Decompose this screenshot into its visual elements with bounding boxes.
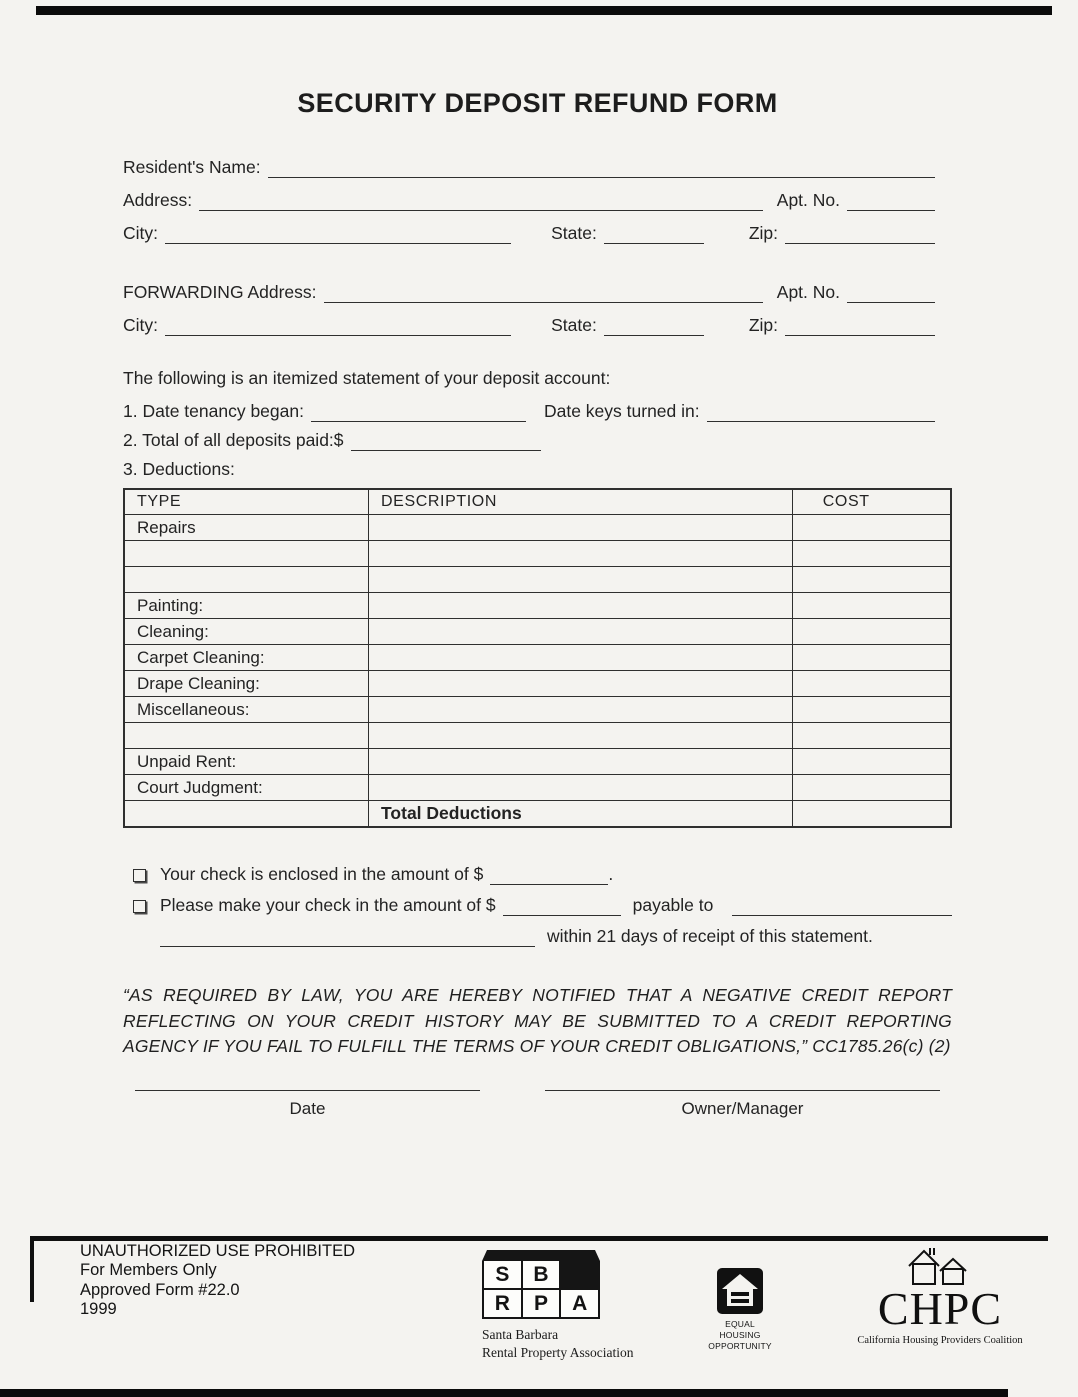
- forwarding-zip-label: Zip:: [748, 315, 778, 335]
- deduction-type-cell: Court Judgment:: [124, 775, 369, 801]
- forwarding-city-label: City:: [123, 315, 158, 335]
- forwarding-city-field[interactable]: [165, 316, 511, 336]
- deductions-table: [123, 488, 952, 828]
- deduction-description-cell[interactable]: [369, 567, 793, 593]
- legal-notice: “AS REQUIRED BY LAW, YOU ARE HEREBY NOTIFIED THAT A NEGATIVE CREDIT REPORT REFLECTING ON YOUR CREDIT HISTORY MAY BE SUBMITTED TO A CREDIT REPORTING AGENCY IF YOU FAIL TO FULFILL THE TERMS OF YOUR CREDIT OBLIGATIONS,” CC1785.26(c) (2): [123, 985, 952, 1057]
- sbrpa-letter: S: [484, 1261, 523, 1288]
- deduction-type-cell: [124, 541, 369, 567]
- form-content: [123, 0, 952, 1119]
- deduction-cost-cell[interactable]: [792, 515, 951, 541]
- sbrpa-letter: A: [572, 1292, 588, 1316]
- table-header-row: [124, 489, 951, 515]
- table-row: [124, 723, 951, 749]
- deductions-heading: 3. Deductions:: [123, 459, 235, 479]
- owner-signature-label: Owner/Manager: [681, 1099, 804, 1119]
- forwarding-zip-field[interactable]: [785, 316, 935, 336]
- deduction-description-cell[interactable]: [369, 749, 793, 775]
- address-field[interactable]: [199, 191, 763, 211]
- sbrpa-letter-row: [482, 1290, 600, 1319]
- table-row: [124, 541, 951, 567]
- deduction-type-cell: Drape Cleaning:: [124, 671, 369, 697]
- city-label: City:: [123, 223, 158, 243]
- signature-section: [135, 1090, 952, 1119]
- within-21-days-row: [123, 926, 952, 947]
- sbrpa-letter: R: [484, 1290, 523, 1317]
- sbrpa-caption-line1: Santa Barbara: [482, 1327, 559, 1343]
- footer-notice-line3: Approved Form #22.0: [80, 1280, 240, 1299]
- deduction-cost-cell[interactable]: [792, 775, 951, 801]
- total-deductions-empty-cell: [124, 801, 369, 828]
- equal-housing-icon: [717, 1268, 763, 1314]
- sbrpa-letter-row: [482, 1261, 600, 1290]
- deduction-description-cell[interactable]: [369, 619, 793, 645]
- check-enclosed-label: Your check is enclosed in the amount of $: [160, 864, 484, 884]
- resident-name-label: Resident's Name:: [123, 157, 261, 177]
- zip-field[interactable]: [785, 224, 935, 244]
- address-label: Address:: [123, 190, 193, 210]
- date-keys-turned-in-label: Date keys turned in:: [543, 401, 700, 421]
- city-field[interactable]: [165, 224, 511, 244]
- deduction-description-cell[interactable]: [369, 697, 793, 723]
- total-deposits-field[interactable]: [351, 431, 541, 451]
- forwarding-state-label: State:: [551, 315, 597, 335]
- date-tenancy-began-label: 1. Date tenancy began:: [123, 401, 304, 421]
- forwarding-address-field[interactable]: [324, 283, 763, 303]
- deduction-type-cell: Cleaning:: [124, 619, 369, 645]
- date-signature-label: Date: [289, 1099, 326, 1119]
- scan-edge-bottom: [0, 1389, 1008, 1397]
- deduction-cost-cell[interactable]: [792, 619, 951, 645]
- check-enclosed-amount-field[interactable]: [490, 865, 608, 885]
- apt-field[interactable]: [847, 191, 935, 211]
- footer-notice-line1: UNAUTHORIZED USE PROHIBITED: [80, 1242, 356, 1260]
- chpc-logo: [845, 1244, 1035, 1346]
- footer-notice-line2: For Members Only: [80, 1261, 217, 1280]
- chpc-acronym: CHPC: [877, 1283, 1003, 1334]
- payable-to-continued-field[interactable]: [160, 927, 535, 947]
- form-fields: [123, 157, 935, 480]
- sbrpa-roof-icon: [482, 1250, 600, 1261]
- make-check-row: [123, 895, 952, 916]
- form-title: SECURITY DEPOSIT REFUND FORM: [297, 88, 778, 118]
- checkbox-icon[interactable]: [133, 900, 146, 913]
- total-deposits-label: 2. Total of all deposits paid:$: [123, 430, 344, 450]
- deduction-type-cell: [124, 723, 369, 749]
- col-header-description: DESCRIPTION: [369, 489, 793, 515]
- equal-housing-caption-line2: OPPORTUNITY: [708, 1341, 772, 1352]
- make-check-amount-field[interactable]: [503, 896, 621, 916]
- deduction-description-cell[interactable]: [369, 645, 793, 671]
- deduction-description-cell[interactable]: [369, 541, 793, 567]
- col-header-cost: COST: [792, 489, 951, 515]
- within-21-days-label: within 21 days of receipt of this statement.: [547, 926, 873, 946]
- deduction-cost-cell[interactable]: [792, 645, 951, 671]
- table-row: [124, 567, 951, 593]
- table-row: [124, 645, 951, 671]
- deduction-cost-cell[interactable]: [792, 541, 951, 567]
- payable-to-field[interactable]: [732, 896, 952, 916]
- deduction-description-cell[interactable]: [369, 723, 793, 749]
- deduction-cost-cell[interactable]: [792, 749, 951, 775]
- deduction-type-cell: Carpet Cleaning:: [124, 645, 369, 671]
- total-deductions-cost-cell[interactable]: [792, 801, 951, 828]
- deduction-cost-cell[interactable]: [792, 723, 951, 749]
- apt-label: Apt. No.: [776, 190, 840, 210]
- footer-notice-block: [80, 1242, 355, 1319]
- deductions-heading-row: [123, 459, 935, 480]
- deduction-description-cell[interactable]: [369, 671, 793, 697]
- address-row: [123, 190, 935, 211]
- owner-signature-line[interactable]: [545, 1090, 940, 1091]
- deduction-cost-cell[interactable]: [792, 671, 951, 697]
- forwarding-city-state-zip-row: [123, 315, 935, 336]
- date-signature-line[interactable]: [135, 1090, 480, 1091]
- forwarding-address-row: [123, 282, 935, 303]
- table-row: [124, 593, 951, 619]
- chpc-houses-icon: [903, 1244, 977, 1288]
- check-enclosed-row: [123, 864, 952, 885]
- sbrpa-caption-line2: Rental Property Association: [482, 1345, 634, 1361]
- table-row: [124, 775, 951, 801]
- date-keys-turned-in-field[interactable]: [707, 402, 935, 422]
- payable-to-label: payable to: [632, 895, 714, 915]
- equal-housing-caption-line1: EQUAL HOUSING: [719, 1319, 761, 1341]
- deduction-description-cell[interactable]: [369, 593, 793, 619]
- sbrpa-letter: P: [523, 1290, 562, 1317]
- sbrpa-letter: B: [523, 1261, 562, 1288]
- col-header-type: TYPE: [124, 489, 369, 515]
- tenancy-dates-row: [123, 401, 935, 422]
- checkbox-icon[interactable]: [133, 869, 146, 882]
- date-tenancy-began-field[interactable]: [311, 402, 526, 422]
- total-deductions-label: Total Deductions: [369, 801, 793, 828]
- deduction-description-cell[interactable]: [369, 775, 793, 801]
- deduction-type-cell: [124, 567, 369, 593]
- check-enclosed-period: .: [608, 864, 614, 884]
- deduction-cost-cell[interactable]: [792, 567, 951, 593]
- deduction-type-cell: Miscellaneous:: [124, 697, 369, 723]
- resident-name-row: [123, 157, 935, 178]
- total-deposits-row: [123, 430, 935, 451]
- deduction-cost-cell[interactable]: [792, 697, 951, 723]
- sbrpa-roof-block-icon: [561, 1261, 598, 1288]
- deduction-type-cell: Repairs: [124, 515, 369, 541]
- state-field[interactable]: [604, 224, 704, 244]
- deduction-cost-cell[interactable]: [792, 593, 951, 619]
- equal-housing-logo: [705, 1268, 775, 1352]
- table-row: [124, 515, 951, 541]
- chpc-caption: California Housing Providers Coalition: [857, 1335, 1023, 1346]
- forwarding-state-field[interactable]: [604, 316, 704, 336]
- deduction-type-cell: Unpaid Rent:: [124, 749, 369, 775]
- city-state-zip-row: [123, 223, 935, 244]
- forwarding-apt-label: Apt. No.: [776, 282, 840, 302]
- table-row: [124, 697, 951, 723]
- deduction-type-cell: Painting:: [124, 593, 369, 619]
- table-row: [124, 619, 951, 645]
- footer-divider: [30, 1236, 1048, 1241]
- owner-signature-block: [545, 1090, 940, 1119]
- date-signature-block: [135, 1090, 480, 1119]
- footer-divider-tick: [30, 1236, 34, 1302]
- resident-name-field[interactable]: [268, 158, 935, 178]
- table-row: [124, 749, 951, 775]
- deduction-description-cell[interactable]: [369, 515, 793, 541]
- make-check-label: Please make your check in the amount of $: [160, 895, 496, 915]
- table-row: [124, 671, 951, 697]
- zip-label: Zip:: [748, 223, 778, 243]
- state-label: State:: [551, 223, 597, 243]
- footer-notice-line4: 1999: [80, 1299, 117, 1318]
- statement-intro: The following is an itemized statement of your deposit account:: [123, 368, 611, 388]
- forwarding-address-label: FORWARDING Address:: [123, 282, 317, 302]
- sbrpa-logo: [482, 1250, 642, 1361]
- total-deductions-row: [124, 801, 951, 828]
- forwarding-apt-field[interactable]: [847, 283, 935, 303]
